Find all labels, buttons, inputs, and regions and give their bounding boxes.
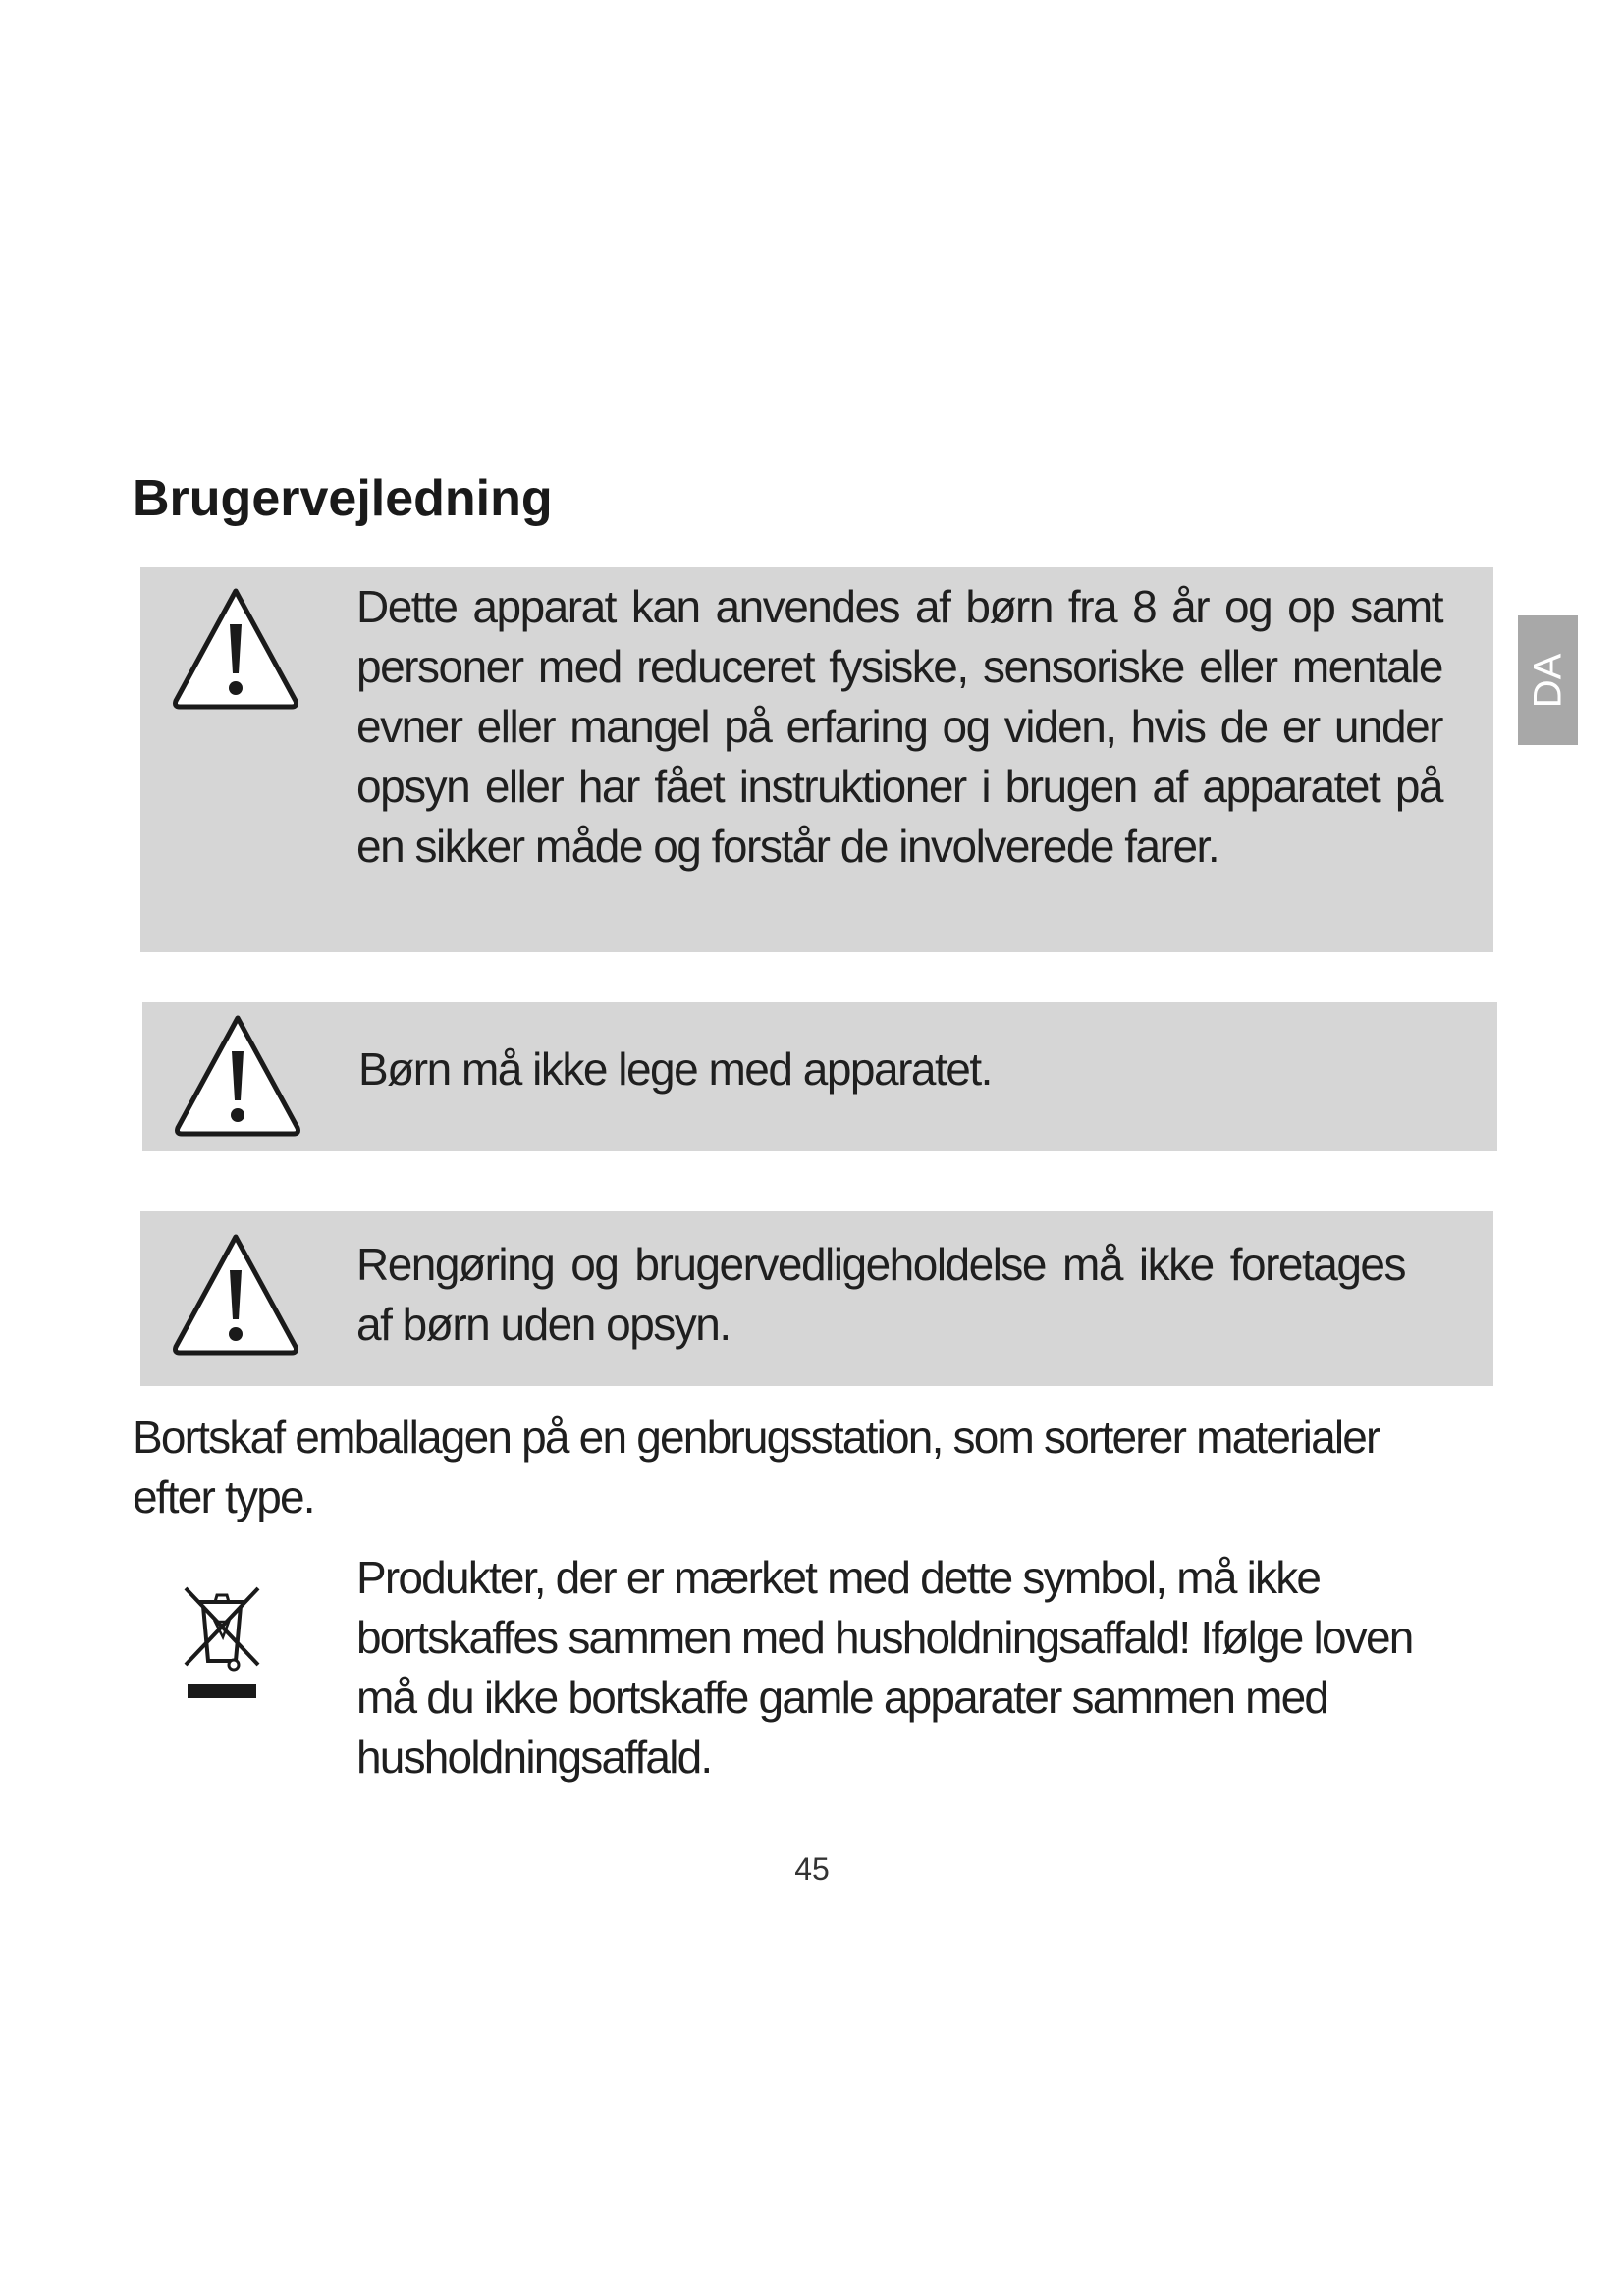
warning-triangle-icon: [170, 1231, 301, 1359]
language-tab-label: DA: [1525, 653, 1569, 708]
warning-text-1: Dette apparat kan anvendes af børn fra 8 år og op samt personer med reduceret fysiske, sensoriske eller mentale evner eller mangel på erfaring og viden, hvis de er under opsyn eller har fået instruktioner i brugen af apparatet på en sikker måde og forstår de involverede farer.: [356, 581, 1442, 872]
warning-triangle-icon: [170, 585, 301, 713]
warning-text-3: Rengøring og brugervedligeholdelse må ikke foretages af børn uden opsyn.: [356, 1239, 1405, 1350]
warning-box-3: [140, 1211, 1493, 1386]
page-title: Brugervejledning: [133, 470, 553, 527]
warning-triangle-icon: [172, 1012, 303, 1140]
warning-box-1: [140, 567, 1493, 952]
warning-text-2: Børn må ikke lege med apparatet.: [358, 1043, 992, 1095]
weee-disposal-text: Produkter, der er mærket med dette symbol, må ikke bortskaffes sammen med husholdningsaffald! Ifølge loven må du ikke bortskaffe gamle apparater sammen med husholdningsaffald.: [356, 1552, 1413, 1783]
language-tab: [1518, 615, 1578, 745]
warning-box-2: [142, 1002, 1497, 1151]
crossed-out-wheelie-bin-icon: [180, 1580, 264, 1704]
packaging-disposal-text: Bortskaf emballagen på en genbrugsstation, som sorterer materialer efter type.: [133, 1412, 1380, 1522]
page-number: 45: [794, 1851, 830, 1887]
